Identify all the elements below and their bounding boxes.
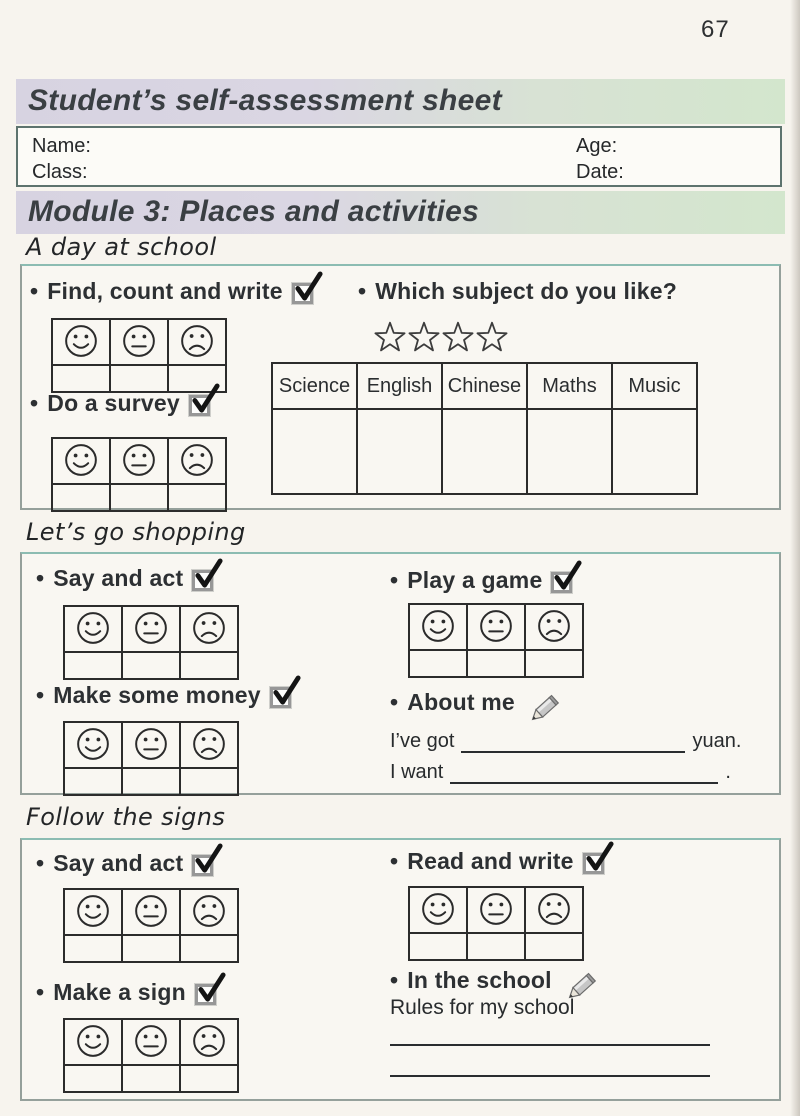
activity-label-make-money: Make some money [53,682,261,708]
amount-write-line[interactable] [461,737,685,753]
say-act-checkbox-checked[interactable] [192,570,213,591]
check-icon [193,843,224,876]
sad-face-icon [168,319,226,365]
rating-cell-happy[interactable] [64,768,122,795]
activity-label-play-game: Play a game [407,567,543,593]
rating-cell-neutral[interactable] [110,484,168,511]
rules-write-line-2[interactable] [390,1075,710,1077]
check-icon [293,271,324,304]
activity-label-about-me: About me [407,688,515,715]
rating-cell-sad[interactable] [180,1065,238,1092]
sheet-title: Student’s self-assessment sheet [28,83,502,117]
activity-label-make-sign: Make a sign [53,979,186,1005]
activity-item-subject-question [358,278,677,305]
happy-face-icon [64,889,122,935]
subject-header-music: Music [612,363,697,409]
rating-cell-neutral[interactable] [122,1065,180,1092]
survey-smiley-rating-table [51,437,227,512]
rating-cell-neutral[interactable] [467,933,525,960]
rating-cell-neutral[interactable] [122,935,180,962]
module-title-bar [16,191,785,234]
make-sign-checkbox-checked[interactable] [195,984,216,1005]
subject-question-label: Which subject do you like? [375,278,677,304]
rating-cell-neutral[interactable] [122,652,180,679]
pencil-icon [523,690,563,730]
activity-item-say-act [36,565,213,592]
sad-face-icon [168,438,226,484]
subject-answer-cell[interactable] [272,409,357,494]
subject-answer-cell[interactable] [357,409,442,494]
student-info-box [16,126,782,187]
activity-label-in-school: In the school [407,966,552,993]
happy-face-icon [64,1019,122,1065]
make-sign-smiley-rating-table [63,1018,239,1093]
sad-face-icon [180,1019,238,1065]
rules-write-line-1[interactable] [390,1044,710,1046]
say-act-smiley-rating-table [63,605,239,680]
sad-face-icon [180,889,238,935]
rating-cell-sad[interactable] [168,484,226,511]
rating-cell-sad[interactable] [525,933,583,960]
make-money-smiley-rating-table [63,721,239,796]
module-title: Module 3: Places and activities [28,194,480,228]
bullet-icon: • [390,567,399,593]
rating-cell-happy[interactable] [64,652,122,679]
rating-cell-happy[interactable] [52,365,110,392]
want-write-line[interactable] [450,768,718,784]
name-label: Name: [32,135,91,157]
happy-face-icon [52,319,110,365]
subject-header-science: Science [272,363,357,409]
rating-cell-sad[interactable] [180,768,238,795]
ive-got-sentence [390,730,741,753]
subject-answer-cell[interactable] [442,409,527,494]
bullet-icon: • [390,848,399,874]
read-write-checkbox-checked[interactable] [583,853,604,874]
activity-label-read-write: Read and write [407,848,574,874]
scan-edge-shadow [790,0,800,1116]
class-label: Class: [32,161,88,183]
happy-face-icon [409,887,467,933]
happy-face-icon [64,606,122,652]
neutral-face-icon [467,887,525,933]
sad-face-icon [180,722,238,768]
neutral-face-icon [110,438,168,484]
period-label: . [725,761,731,783]
check-icon [196,972,227,1005]
activity-item-play-game [390,567,572,594]
rating-cell-sad[interactable] [180,935,238,962]
sheet-title-bar [16,79,785,124]
rating-cell-happy[interactable] [409,650,467,677]
check-icon [193,558,224,591]
find-checkbox-checked[interactable] [292,283,313,304]
date-label: Date: [576,161,624,183]
bullet-icon: • [390,688,399,715]
activity-item-make-money [36,682,291,709]
signs-section-box [20,838,781,1101]
i-want-label: I want [390,761,444,783]
neutral-face-icon [122,722,180,768]
check-icon [271,675,302,708]
sad-face-icon [525,604,583,650]
activity-item-find [30,278,313,305]
shopping-section-box [20,552,781,795]
activity-item-make-sign [36,979,216,1006]
i-want-sentence [390,761,731,784]
day-section-box [20,264,781,510]
survey-checkbox-checked[interactable] [189,395,210,416]
page-number: 67 [701,16,730,43]
activity-item-read-write [390,848,604,875]
happy-face-icon [52,438,110,484]
activity-item-about-me [390,682,563,722]
section-heading-shopping: Let’s go shopping [26,518,246,546]
neutral-face-icon [467,604,525,650]
rating-cell-happy[interactable] [409,933,467,960]
neutral-face-icon [122,1019,180,1065]
subject-answer-cell[interactable] [612,409,697,494]
subject-table [271,362,698,495]
rating-cell-sad[interactable] [525,650,583,677]
bullet-icon: • [358,278,367,304]
find-smiley-rating-table [51,318,227,393]
say-act-2-checkbox-checked[interactable] [192,855,213,876]
rating-cell-neutral[interactable] [467,650,525,677]
activity-label-say-act: Say and act [53,565,184,591]
play-game-smiley-rating-table [408,603,584,678]
class-field[interactable] [110,161,490,185]
rules-label: Rules for my school [390,996,575,1019]
subject-header-english: English [357,363,442,409]
date-field[interactable] [636,161,766,185]
rating-cell-neutral[interactable] [122,768,180,795]
play-game-checkbox-checked[interactable] [551,572,572,593]
neutral-face-icon [122,889,180,935]
section-heading-signs: Follow the signs [26,803,226,831]
rating-cell-happy[interactable] [64,1065,122,1092]
activity-item-in-school [390,960,600,1000]
sad-face-icon [180,606,238,652]
check-icon [552,560,583,593]
happy-face-icon [409,604,467,650]
neutral-face-icon [122,606,180,652]
star-rating[interactable] [372,320,508,356]
make-money-checkbox-checked[interactable] [270,687,291,708]
bullet-icon: • [36,682,45,708]
read-write-smiley-rating-table [408,886,584,961]
bullet-icon: • [30,390,39,416]
age-label: Age: [576,135,618,157]
rating-cell-happy[interactable] [64,935,122,962]
age-field[interactable] [630,135,760,159]
bullet-icon: • [36,850,45,876]
neutral-face-icon [110,319,168,365]
section-heading-day: A day at school [26,233,217,261]
subject-header-chinese: Chinese [442,363,527,409]
rating-cell-sad[interactable] [180,652,238,679]
happy-face-icon [64,722,122,768]
check-icon [584,841,615,874]
bullet-icon: • [30,278,39,304]
ive-got-label: I’ve got [390,730,455,752]
activity-label-survey: Do a survey [47,390,180,416]
rating-cell-happy[interactable] [52,484,110,511]
bullet-icon: • [36,565,45,591]
activity-item-say-act-2 [36,850,213,877]
subject-header-maths: Maths [527,363,612,409]
bullet-icon: • [36,979,45,1005]
sad-face-icon [525,887,583,933]
bullet-icon: • [390,966,399,993]
check-icon [190,383,221,416]
say-act-2-smiley-rating-table [63,888,239,963]
activity-label-say-act-2: Say and act [53,850,184,876]
activity-item-survey [30,390,210,417]
name-field[interactable] [110,135,490,159]
activity-label-find: Find, count and write [47,278,283,304]
subject-answer-cell[interactable] [527,409,612,494]
yuan-label: yuan. [692,730,742,752]
rating-cell-neutral[interactable] [110,365,168,392]
